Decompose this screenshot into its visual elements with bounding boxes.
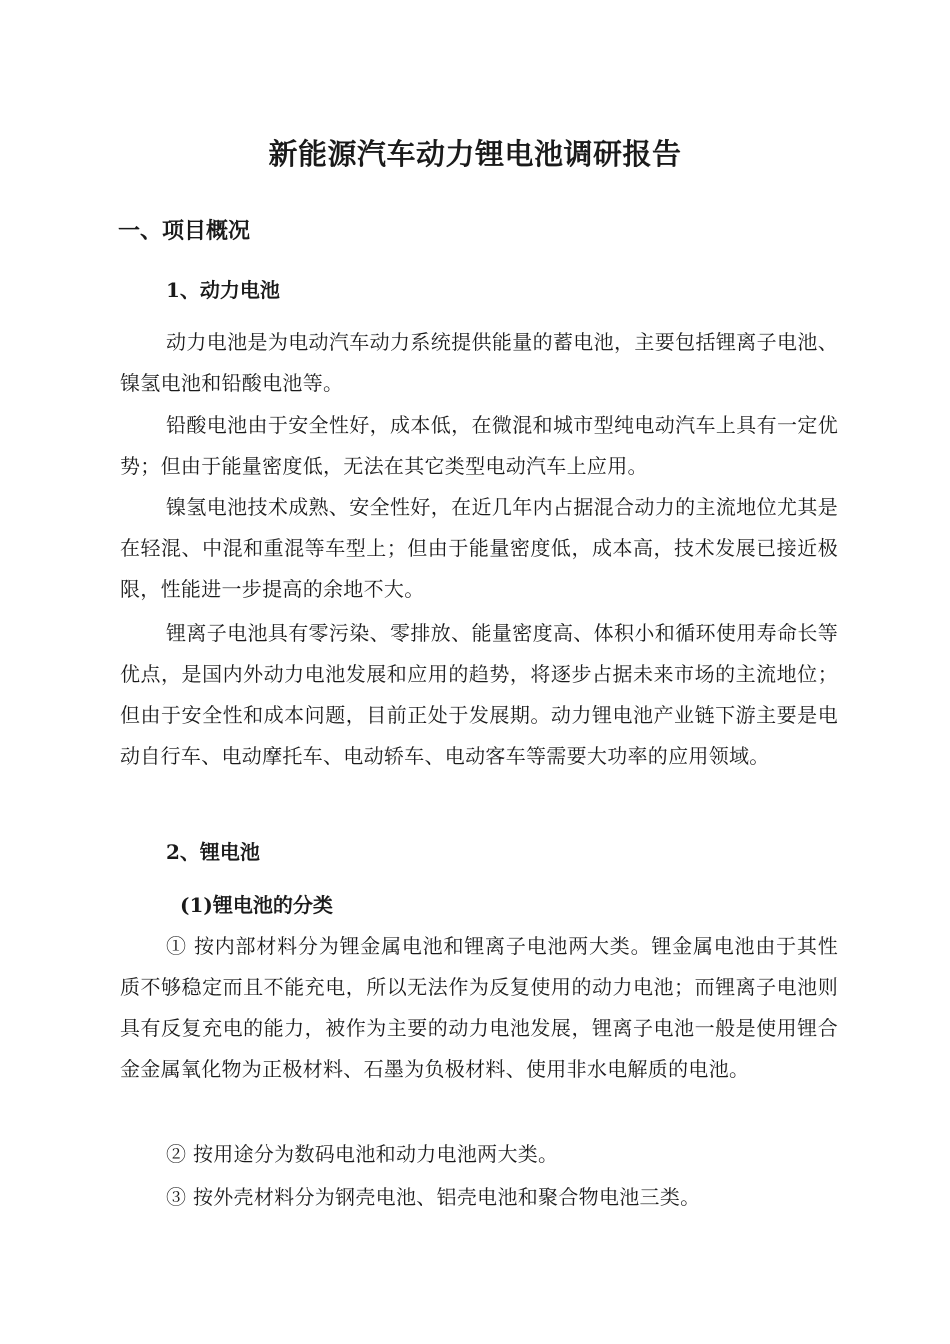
list-item-by-usage: ② 按用途分为数码电池和动力电池两大类。 <box>166 1142 559 1166</box>
paragraph-lead-acid: 铅酸电池由于安全性好，成本低，在微混和城市型纯电动汽车上具有一定优势；但由于能量密度低，无法在其它类型电动汽车上应用。 <box>120 413 838 478</box>
subsection-heading-lithium-battery: 2、锂电池 <box>166 840 260 864</box>
document-title: 新能源汽车动力锂电池调研报告 <box>268 137 682 171</box>
paragraph-nimh: 镍氢电池技术成熟、安全性好，在近几年内占据混合动力的主流地位尤其是在轻混、中混和重混等车型上；但由于能量密度低，成本高，技术发展已接近极限，性能进一步提高的余地不大。 <box>120 495 838 601</box>
section-heading-project-overview: 一、项目概况 <box>118 219 251 244</box>
list-item-by-material: ① 按内部材料分为锂金属电池和锂离子电池两大类。锂金属电池由于其性质不够稳定而且不能充电，所以无法作为反复使用的动力电池；而锂离子电池则具有反复充电的能力，被作为主要的动力电池发展，锂离子电池一般是使用锂合金金属氧化物为正极材料、石墨为负极材料、使用非水电解质的电池。 <box>120 934 838 1081</box>
subsubsection-heading-classification: (1)锂电池的分类 <box>180 893 333 917</box>
paragraph-power-battery-intro: 动力电池是为电动汽车动力系统提供能量的蓄电池，主要包括锂离子电池、镍氢电池和铅酸电池等。 <box>120 330 838 395</box>
list-item-by-casing: ③ 按外壳材料分为钢壳电池、铝壳电池和聚合物电池三类。 <box>166 1185 701 1209</box>
paragraph-lithium-ion: 锂离子电池具有零污染、零排放、能量密度高、体积小和循环使用寿命长等优点，是国内外动力电池发展和应用的趋势，将逐步占据未来市场的主流地位；但由于安全性和成本问题，目前正处于发展期。动力锂电池产业链下游主要是电动自行车、电动摩托车、电动轿车、电动客车等需要大功率的应用领域。 <box>120 621 838 768</box>
subsection-heading-power-battery: 1、动力电池 <box>166 278 280 302</box>
